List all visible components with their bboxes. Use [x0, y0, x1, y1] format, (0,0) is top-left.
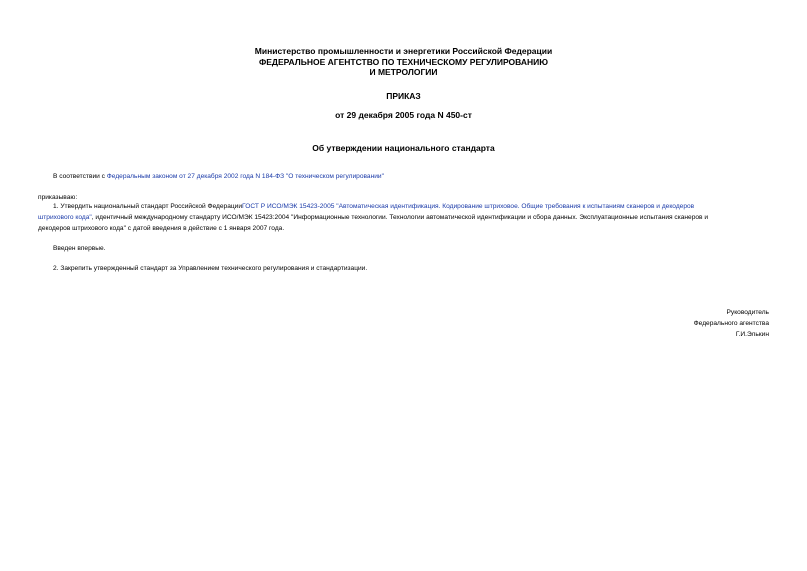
agency-name-line1: ФЕДЕРАЛЬНОЕ АГЕНТСТВО ПО ТЕХНИЧЕСКОМУ РЕГУЛИРОВАНИЮ — [258, 56, 549, 67]
item-1-prefix: 1. Утвердить национальный стандарт Российской Федерации — [53, 203, 243, 210]
signer-name: Г.И.Элькин — [735, 331, 769, 338]
document-type-label: ПРИКАЗ — [386, 91, 421, 101]
document-subject — [0, 143, 807, 154]
item-1-rest: , идентичный международному стандарту ИСО/МЭК 15423:2004 "Информационные технологии. Технологии автоматической идентификации и сбора данных. Эксплуатационные испытания сканеров и — [91, 213, 709, 221]
agency-name-line2: И МЕТРОЛОГИИ — [369, 67, 438, 77]
item-1-line-2 — [38, 213, 774, 224]
signer-organization: Федерального агентства — [693, 320, 769, 327]
signer-title: Руководитель — [726, 309, 769, 316]
order-word: приказываю: — [38, 194, 78, 201]
subject-label: Об утверждении национального стандарта — [312, 143, 495, 153]
basis-prefix: В соответствии с — [53, 173, 107, 180]
gost-standard-link-continued[interactable]: штрихового кода" — [38, 213, 92, 221]
federal-law-link[interactable]: Федеральным законом от 27 декабря 2002 года N 184-ФЗ "О техническом регулировании" — [106, 173, 384, 180]
document-date-number — [0, 110, 807, 121]
item-2-paragraph: 2. Закрепить утвержденный стандарт за Управлением технического регулирования и стандартизации. — [53, 265, 368, 272]
item-1-line-1 — [38, 202, 774, 213]
ministry-name: Министерство промышленности и энергетики Российской Федерации — [254, 46, 553, 56]
item-1-paragraph — [38, 202, 774, 234]
basis-paragraph — [53, 172, 384, 183]
date-number-label: от 29 декабря 2005 года N 450-ст — [335, 110, 472, 120]
introduced-note: Введен впервые. — [53, 245, 106, 252]
gost-standard-link[interactable]: ГОСТ Р ИСО/МЭК 15423-2005 "Автоматическая идентификация. Кодирование штриховое. Общие требования к испытаниям сканеров и декодеров — [242, 203, 695, 210]
item-1-line-3: декодеров штрихового кода" с датой введения в действие с 1 января 2007 года. — [38, 224, 285, 232]
document-type — [0, 91, 807, 102]
organization-block — [0, 46, 807, 78]
